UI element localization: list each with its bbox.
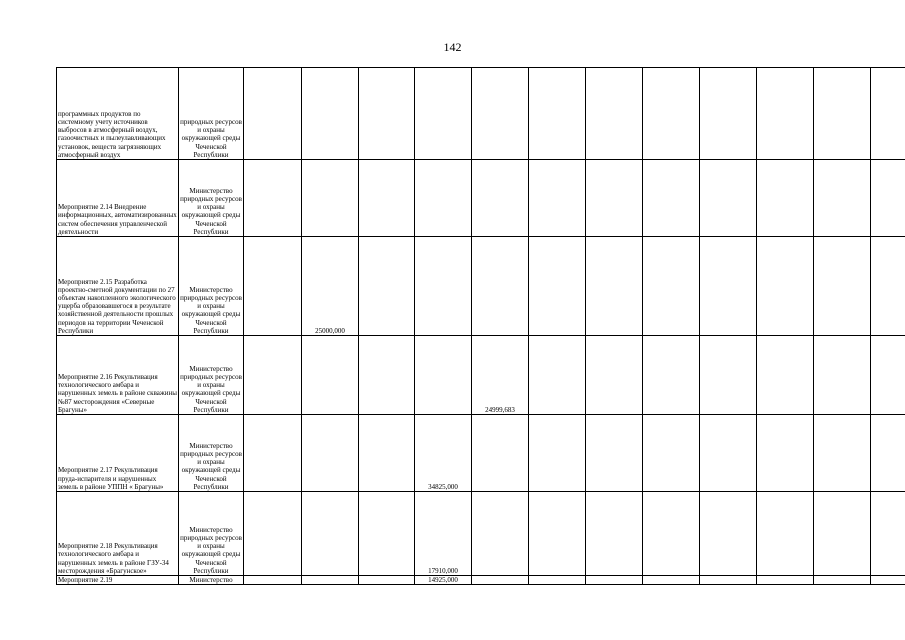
value-cell (700, 415, 757, 492)
value-cell (359, 336, 415, 415)
activity-name-cell: Мероприятие 2.15 Разработка проектно-сметной документации по 27 объектам накопленного экологического ущерба образовавшегося в результате хозяйственной деятельности прошлых периодов на территории Чеченской Республики (57, 237, 179, 336)
value-cell (643, 237, 700, 336)
table-row (57, 336, 905, 415)
activity-name-cell: Мероприятие 2.17 Рекультивация пруда-испарителя и нарушенных земель в районе УППН « Брагуны» (57, 415, 179, 492)
value-cell (359, 492, 415, 576)
value-cell (814, 237, 871, 336)
value-cell (415, 68, 472, 160)
value-cell (586, 68, 643, 160)
value-cell (586, 415, 643, 492)
value-cell (700, 492, 757, 576)
value-cell (359, 576, 415, 585)
value-cell (244, 576, 302, 585)
value-cell (529, 160, 586, 237)
value-cell (814, 415, 871, 492)
activity-name-cell: Мероприятие 2.18 Рекультивация технологического амбара и нарушенных земель в районе ГЗУ-34 месторождения «Брагунское» (57, 492, 179, 576)
value-cell (814, 336, 871, 415)
activity-name-cell: программных продуктов по системному учету источников выбросов в атмосферный воздух, газоочистных и пылеулавливающих установок, веществ загрязняющих атмосферный воздух (57, 68, 179, 160)
value-cell (586, 492, 643, 576)
activity-name-cell: Мероприятие 2.19 (57, 576, 179, 585)
value-cell (757, 68, 814, 160)
value-cell (643, 160, 700, 237)
value-cell (871, 415, 905, 492)
value-cell (586, 576, 643, 585)
value-cell (643, 415, 700, 492)
executor-cell: Министерство природных ресурсов и охраны окружающей среды Чеченской Республики (179, 237, 244, 336)
budget-table (56, 67, 905, 585)
value-cell (244, 160, 302, 237)
value-cell (529, 576, 586, 585)
value-cell (757, 336, 814, 415)
value-cell (529, 492, 586, 576)
value-cell (244, 492, 302, 576)
value-cell (244, 336, 302, 415)
value-cell (359, 160, 415, 237)
value-cell (757, 415, 814, 492)
value-cell (700, 336, 757, 415)
value-cell (814, 160, 871, 237)
value-cell (302, 492, 359, 576)
page-number: 142 (443, 40, 462, 54)
value-cell (757, 576, 814, 585)
executor-cell: Министерство природных ресурсов и охраны окружающей среды Чеченской Республики (179, 336, 244, 415)
table-row (57, 68, 905, 160)
table-row (57, 492, 905, 576)
value-cell (359, 237, 415, 336)
value-cell (700, 576, 757, 585)
value-cell (472, 415, 529, 492)
value-cell (586, 336, 643, 415)
value-cell (871, 237, 905, 336)
value-cell (700, 237, 757, 336)
value-cell (814, 492, 871, 576)
value-cell (472, 68, 529, 160)
value-cell (643, 576, 700, 585)
value-cell (472, 237, 529, 336)
activity-name-cell: Мероприятие 2.14 Внедрение информационных, автоматизированных систем обеспечения управленческой деятельности (57, 160, 179, 237)
table-row (57, 415, 905, 492)
executor-cell: Министерство природных ресурсов и охраны окружающей среды Чеченской Республики (179, 160, 244, 237)
value-cell (415, 160, 472, 237)
value-cell (359, 68, 415, 160)
value-cell (472, 576, 529, 585)
value-cell (871, 336, 905, 415)
value-cell (814, 576, 871, 585)
value-cell (586, 160, 643, 237)
table-row (57, 160, 905, 237)
table-row (57, 237, 905, 336)
value-cell (415, 336, 472, 415)
value-cell (415, 237, 472, 336)
executor-cell: Министерство природных ресурсов и охраны окружающей среды Чеченской Республики (179, 492, 244, 576)
value-cell (529, 68, 586, 160)
value-cell (244, 415, 302, 492)
value-cell (359, 415, 415, 492)
value-cell (586, 237, 643, 336)
value-cell: 24999,683 (472, 336, 529, 415)
value-cell (757, 492, 814, 576)
value-cell (529, 336, 586, 415)
value-cell (472, 492, 529, 576)
value-cell (244, 68, 302, 160)
value-cell: 14925,000 (415, 576, 472, 585)
value-cell (643, 336, 700, 415)
value-cell (529, 415, 586, 492)
executor-cell: природных ресурсов и охраны окружающей среды Чеченской Республики (179, 68, 244, 160)
value-cell (529, 237, 586, 336)
value-cell (700, 160, 757, 237)
value-cell (472, 160, 529, 237)
value-cell (302, 68, 359, 160)
value-cell: 17910,000 (415, 492, 472, 576)
executor-cell: Министерство (179, 576, 244, 585)
value-cell (871, 160, 905, 237)
value-cell (700, 68, 757, 160)
value-cell (302, 336, 359, 415)
value-cell (302, 160, 359, 237)
value-cell (643, 492, 700, 576)
value-cell (871, 492, 905, 576)
value-cell (757, 160, 814, 237)
value-cell (871, 576, 905, 585)
value-cell (757, 237, 814, 336)
value-cell (871, 68, 905, 160)
value-cell (244, 237, 302, 336)
value-cell (302, 415, 359, 492)
value-cell: 25000,000 (302, 237, 359, 336)
value-cell (814, 68, 871, 160)
executor-cell: Министерство природных ресурсов и охраны окружающей среды Чеченской Республики (179, 415, 244, 492)
value-cell: 34825,000 (415, 415, 472, 492)
value-cell (643, 68, 700, 160)
table-row (57, 576, 905, 585)
value-cell (302, 576, 359, 585)
activity-name-cell: Мероприятие 2.16 Рекультивация технологического амбара и нарушенных земель в районе скважины №87 месторождения «Северные Брагуны» (57, 336, 179, 415)
